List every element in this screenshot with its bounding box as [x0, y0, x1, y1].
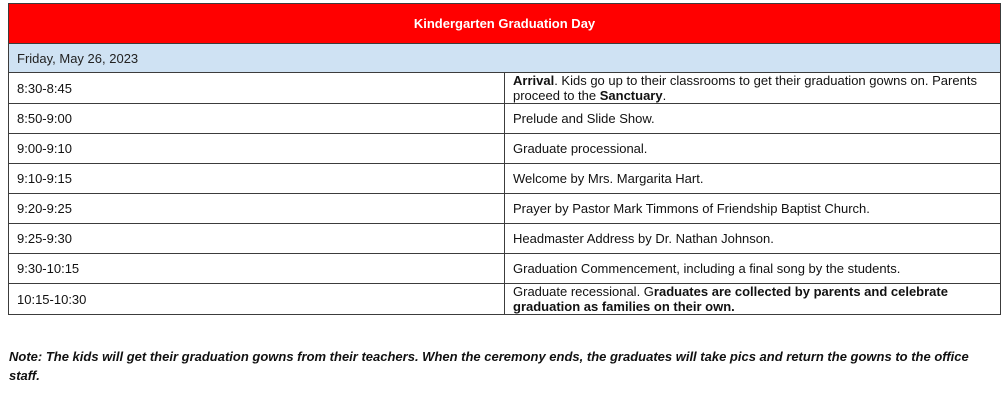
time-cell: 10:15-10:30 — [9, 284, 505, 315]
description-cell — [505, 164, 1001, 194]
schedule-row — [9, 104, 1001, 134]
description-bold-text: raduates are collected by parents and celebrate graduation as families on their own. — [513, 284, 948, 314]
description-text: Graduation Commencement, including a final song by the students. — [513, 261, 901, 276]
description-cell — [505, 104, 1001, 134]
schedule-row — [9, 194, 1001, 224]
description-text: . Kids go up to their classrooms to get their graduation gowns on. Parents proceed to the — [513, 73, 977, 103]
time-cell: 9:20-9:25 — [9, 194, 505, 224]
description-text: Graduate processional. — [513, 141, 648, 156]
schedule-row — [9, 284, 1001, 315]
schedule-row — [9, 224, 1001, 254]
time-cell: 9:25-9:30 — [9, 224, 505, 254]
description-cell — [505, 134, 1001, 164]
schedule-date: Friday, May 26, 2023 — [9, 44, 1001, 73]
description-text: Graduate recessional. G — [513, 284, 654, 299]
title-row — [9, 4, 1001, 44]
time-cell: 9:30-10:15 — [9, 254, 505, 284]
description-text: Prayer by Pastor Mark Timmons of Friendship Baptist Church. — [513, 201, 870, 216]
description-cell — [505, 284, 1001, 315]
schedule-title: Kindergarten Graduation Day — [9, 4, 1001, 44]
description-text: Headmaster Address by Dr. Nathan Johnson. — [513, 231, 774, 246]
schedule-row — [9, 73, 1001, 104]
schedule-row — [9, 164, 1001, 194]
description-bold-text: Sanctuary — [599, 88, 663, 103]
time-cell: 9:00-9:10 — [9, 134, 505, 164]
description-cell — [505, 194, 1001, 224]
description-text: Welcome by Mrs. Margarita Hart. — [513, 171, 704, 186]
schedule-row — [9, 134, 1001, 164]
description-bold-text: Arrival — [513, 73, 555, 88]
schedule-row — [9, 254, 1001, 284]
description-cell — [505, 254, 1001, 284]
description-cell — [505, 73, 1001, 104]
schedule-table — [8, 3, 1001, 315]
schedule-body — [9, 4, 1001, 315]
description-text: Prelude and Slide Show. — [513, 111, 655, 126]
time-cell: 9:10-9:15 — [9, 164, 505, 194]
time-cell: 8:50-9:00 — [9, 104, 505, 134]
description-text: . — [662, 88, 667, 103]
footer-note: Note: The kids will get their graduation gowns from their teachers. When the ceremony ends, the graduates will take pics and return the gowns to the office staff. — [9, 349, 969, 383]
description-cell — [505, 224, 1001, 254]
date-row — [9, 44, 1001, 73]
time-cell: 8:30-8:45 — [9, 73, 505, 104]
